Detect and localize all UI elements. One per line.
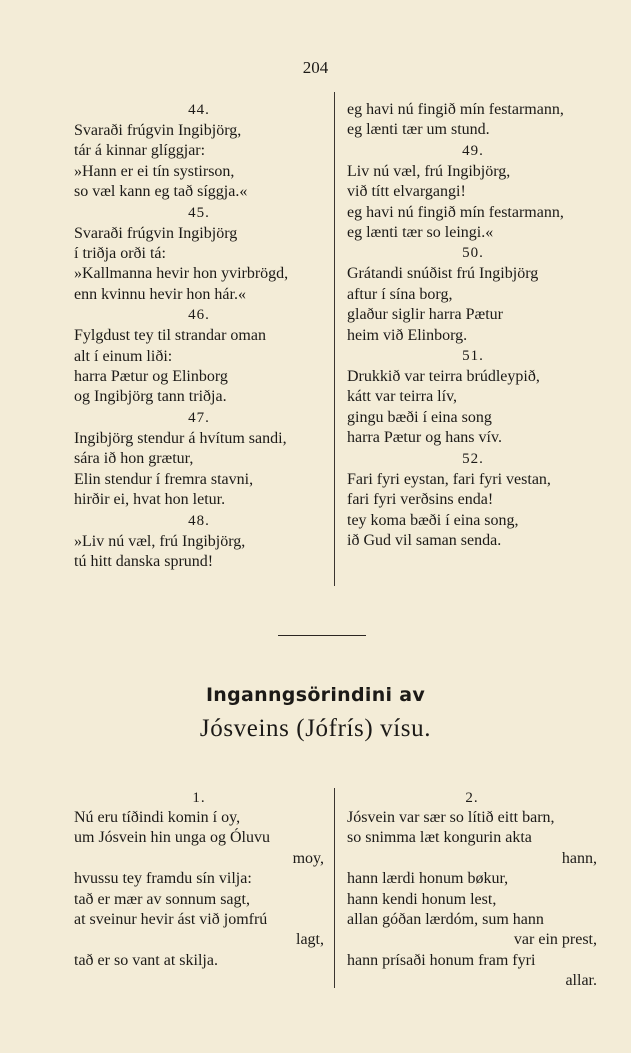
verse-line: Liv nú væl, frú Ingibjörg, — [347, 162, 511, 180]
stanza — [347, 141, 599, 244]
upper-left-column — [74, 100, 324, 572]
verse-line: heim við Elinborg. — [347, 326, 468, 344]
verse-line-continuation: var ein prest, — [513, 931, 597, 949]
verse-line: Elin stendur í fremra stavni, — [74, 470, 254, 488]
verse-line: »Liv nú væl, frú Ingibjörg, — [74, 532, 246, 550]
section-heading: Inganngsörindini av — [205, 684, 426, 706]
verse-line: glaður siglir harra Pætur — [347, 306, 503, 324]
verse-line: tú hitt danska sprund! — [74, 552, 214, 570]
verse-line: Nú eru tíðindi komin í oy, — [74, 809, 241, 826]
verse-line-continuation: hann, — [561, 849, 597, 867]
verse-line-continuation: lagt, — [296, 931, 324, 949]
verse-line: gingu bæði í eina song — [347, 408, 492, 426]
stanza-number: 47. — [188, 409, 210, 426]
verse-line: tár á kinnar glíggjar: — [74, 142, 206, 160]
upper-column-divider — [334, 92, 335, 586]
verse-line: eg havi nú fingið mín festarmann, — [347, 203, 564, 221]
stanza — [74, 408, 324, 511]
stanza — [74, 788, 324, 971]
verse-line: so væl kann eg tað síggja.« — [74, 183, 248, 201]
verse-line: so snimma læt kongurin akta — [347, 829, 532, 847]
verse-line: »Hann er ei tín systirson, — [74, 162, 235, 180]
page-number: 204 — [302, 58, 329, 77]
section-separator — [278, 635, 366, 636]
verse-line: Svaraði frúgvin Ingibjörg — [74, 224, 238, 242]
stanza-number: 45. — [188, 204, 210, 221]
stanza — [347, 243, 599, 346]
verse-line: allan góðan lærdóm, sum hann — [347, 911, 544, 929]
stanza-number: 48. — [188, 512, 210, 529]
verse-line: eg lænti tær so leingi.« — [347, 224, 494, 242]
verse-line: ið Gud vil saman senda. — [347, 531, 502, 549]
verse-line: í triðja orði tá: — [74, 245, 166, 263]
verse-line: eg lænti tær um stund. — [347, 121, 490, 139]
verse-line: at sveinur hevir ást við jomfrú — [74, 911, 268, 929]
stanza — [347, 100, 599, 141]
verse-line: um Jósvein hin unga og Óluvu — [74, 829, 270, 847]
stanza — [74, 511, 324, 573]
verse-line: Fylgdust tey til strandar oman — [74, 327, 266, 345]
verse-line: hirðir ei, hvat hon letur. — [74, 491, 226, 509]
verse-line: tað er so vant at skilja. — [74, 951, 218, 969]
verse-line: Drukkið var teirra brúdleypið, — [347, 368, 540, 386]
verse-line: Jósvein var sær so lítið eitt barn, — [347, 809, 555, 826]
verse-line: enn kvinnu hevir hon hár.« — [74, 285, 246, 303]
stanza-number: 49. — [462, 142, 484, 159]
verse-line: Svaraði frúgvin Ingibjörg, — [74, 122, 242, 139]
lower-column-divider — [334, 788, 335, 988]
verse-line: fari fyri verðsins enda! — [347, 491, 494, 509]
verse-line: við títt elvargangi! — [347, 183, 466, 201]
verse-line: og Ingibjörg tann triðja. — [74, 388, 227, 406]
verse-line: tey koma bæði í eina song, — [347, 511, 519, 529]
verse-line: eg havi nú fingið mín festarmann, — [347, 101, 564, 118]
stanza — [74, 305, 324, 408]
verse-line: harra Pætur og Elinborg — [74, 368, 228, 386]
verse-line-continuation: allar. — [565, 972, 597, 990]
verse-line: aftur í sína borg, — [347, 285, 453, 303]
verse-line: hann kendi honum lest, — [347, 890, 497, 908]
stanza — [347, 788, 597, 992]
section-title: Jósveins (Jófrís) vísu. — [199, 715, 432, 742]
stanza — [347, 346, 599, 449]
verse-line: hann lærdi honum bøkur, — [347, 870, 509, 888]
verse-line: hann prísaði honum fram fyri — [347, 951, 536, 969]
stanza-number: 1. — [192, 790, 206, 806]
lower-left-column — [74, 788, 324, 971]
verse-line: Fari fyri eystan, fari fyri vestan, — [347, 470, 551, 488]
verse-line-continuation: moy, — [292, 849, 324, 867]
stanza — [347, 449, 599, 552]
upper-right-column — [347, 100, 599, 551]
verse-line: tað er mær av sonnum sagt, — [74, 890, 250, 908]
stanza-number: 51. — [462, 348, 484, 365]
verse-line: harra Pætur og hans vív. — [347, 429, 502, 447]
stanza — [74, 203, 324, 306]
stanza-number: 2. — [465, 790, 479, 806]
stanza-number: 52. — [462, 450, 484, 467]
stanza-number: 44. — [188, 102, 210, 118]
lower-right-column — [347, 788, 597, 992]
verse-line: Grátandi snúðist frú Ingibjörg — [347, 265, 539, 283]
verse-line: »Kallmanna hevir hon yvirbrögd, — [74, 265, 289, 283]
verse-line: Ingibjörg stendur á hvítum sandi, — [74, 429, 287, 447]
stanza-number: 46. — [188, 307, 210, 324]
stanza — [74, 100, 324, 203]
stanza-number: 50. — [462, 245, 484, 262]
verse-line: kátt var teirra lív, — [347, 388, 458, 406]
verse-line: hvussu tey framdu sín vilja: — [74, 870, 252, 888]
verse-line: sára ið hon grætur, — [74, 450, 194, 468]
verse-line: alt í einum liði: — [74, 347, 173, 365]
